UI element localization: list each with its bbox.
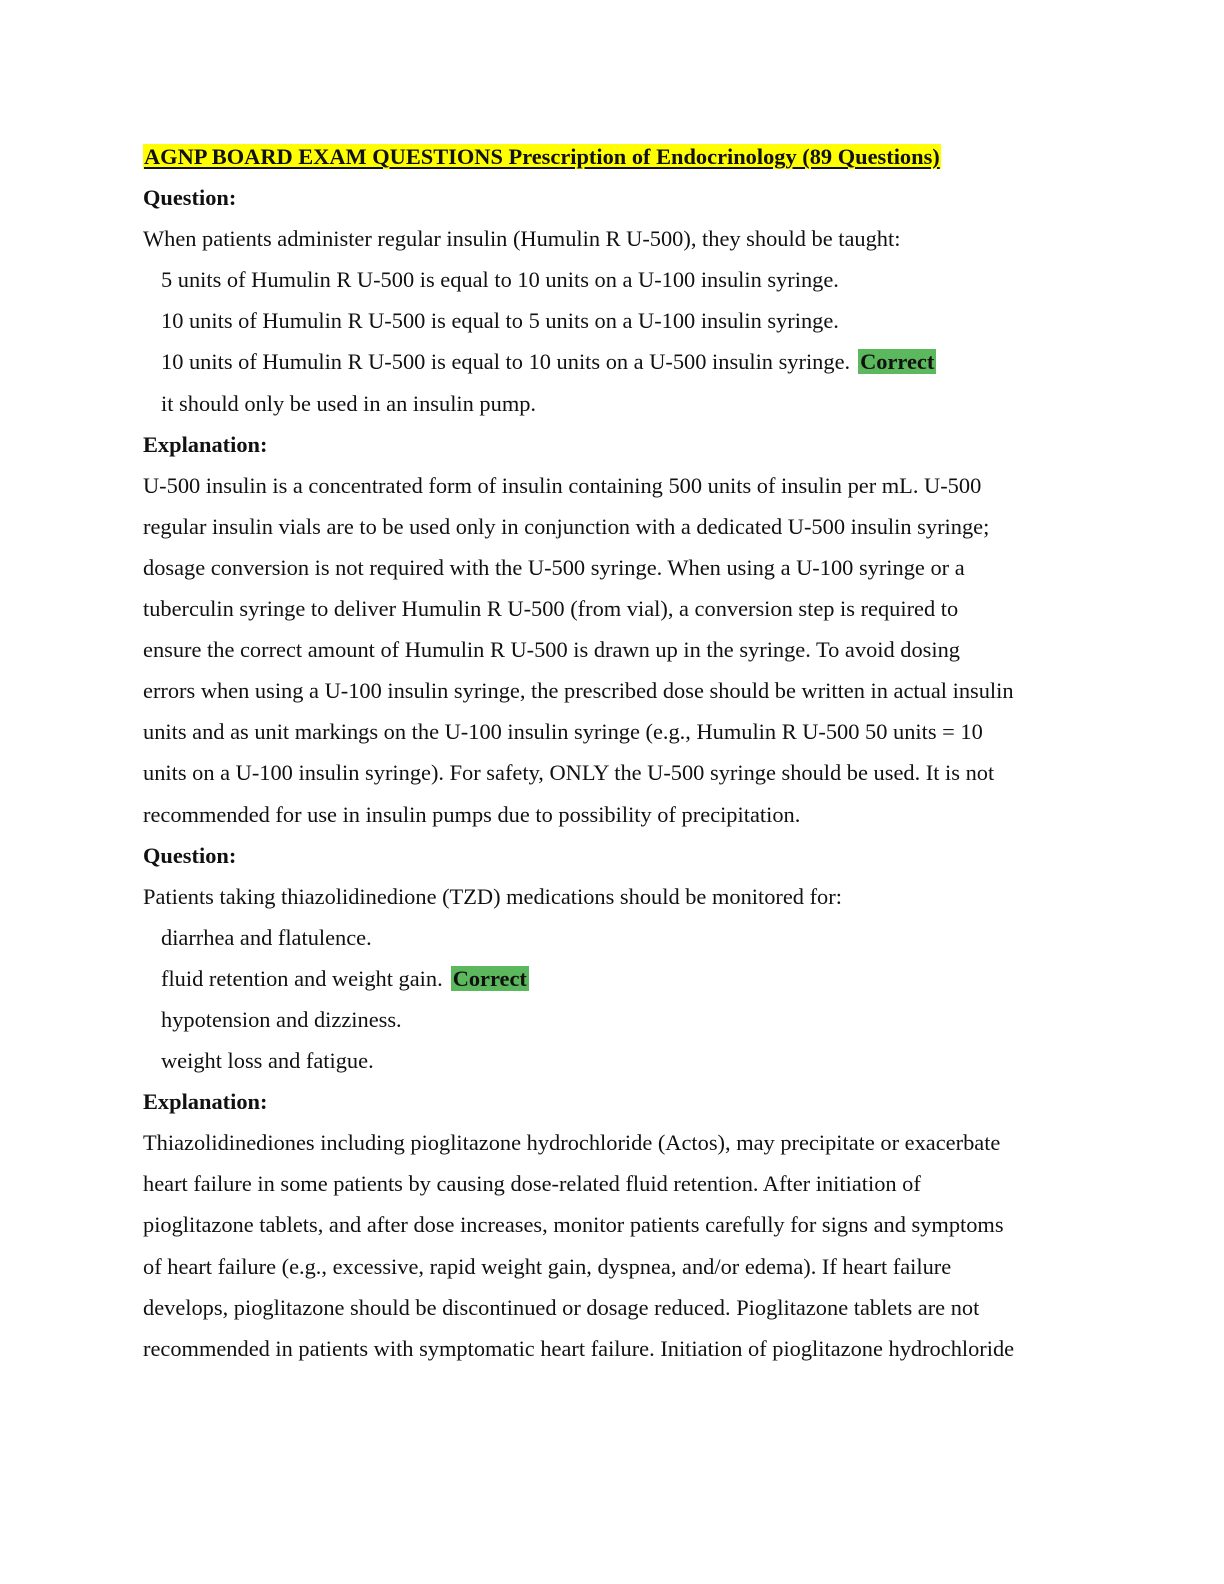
correct-badge: Correct xyxy=(860,349,935,375)
answer-option-1c xyxy=(143,341,1083,382)
explanation-line: units on a U-100 insulin syringe). For safety, ONLY the U-500 syringe should be used. It is not xyxy=(143,760,995,786)
answer-option-text: 10 units of Humulin R U-500 is equal to 10 units on a U-500 insulin syringe. xyxy=(161,349,851,375)
question-stem-1: When patients administer regular insulin (Humulin R U-500), they should be taught: xyxy=(143,226,901,252)
correct-badge: Correct xyxy=(452,965,527,991)
explanation-line: recommended for use in insulin pumps due to possibility of precipitation. xyxy=(143,801,801,827)
answer-option-1b xyxy=(143,300,1083,341)
answer-option-text: weight loss and fatigue. xyxy=(161,1048,374,1074)
explanation-label-1: Explanation: xyxy=(143,431,268,457)
explanation-line: U-500 insulin is a concentrated form of insulin containing 500 units of insulin per mL. U-500 xyxy=(143,472,982,498)
document-title-text: AGNP BOARD EXAM QUESTIONS Prescription of Endocrinology (89 Questions) xyxy=(144,144,940,169)
explanation-line: dosage conversion is not required with the U-500 syringe. When using a U-100 syringe or a xyxy=(143,554,965,580)
answer-option-text: 5 units of Humulin R U-500 is equal to 10 units on a U-100 insulin syringe. xyxy=(161,267,839,293)
answer-option-text: it should only be used in an insulin pump. xyxy=(161,390,537,416)
answer-option-text: diarrhea and flatulence. xyxy=(161,924,372,950)
answer-option-text: hypotension and dizziness. xyxy=(161,1006,402,1032)
explanation-line: regular insulin vials are to be used only in conjunction with a dedicated U-500 insulin syringe; xyxy=(143,513,990,539)
explanation-paragraph-1 xyxy=(143,465,1083,835)
explanation-line: pioglitazone tablets, and after dose increases, monitor patients carefully for signs and symptoms xyxy=(143,1212,1004,1238)
explanation-label-2: Explanation: xyxy=(143,1089,268,1115)
answer-option-text: fluid retention and weight gain. xyxy=(161,965,443,991)
answer-option-1a xyxy=(143,259,1083,300)
question-label-1: Question: xyxy=(143,185,237,211)
explanation-paragraph-2 xyxy=(143,1122,1083,1369)
explanation-line: units and as unit markings on the U-100 insulin syringe (e.g., Humulin R U-500 50 units = 10 xyxy=(143,719,983,745)
explanation-line: errors when using a U-100 insulin syringe, the prescribed dose should be written in actual insulin xyxy=(143,678,1014,704)
question-label-2: Question: xyxy=(143,842,237,868)
explanation-line: heart failure in some patients by causing dose-related fluid retention. After initiation of xyxy=(143,1171,921,1197)
answer-option-2b xyxy=(143,958,1083,999)
explanation-line: tuberculin syringe to deliver Humulin R U-500 (from vial), a conversion step is required to xyxy=(143,596,959,622)
explanation-line: recommended in patients with symptomatic heart failure. Initiation of pioglitazone hydrochloride xyxy=(143,1335,1015,1361)
answer-option-2d xyxy=(143,1040,1083,1081)
explanation-line: of heart failure (e.g., excessive, rapid weight gain, dyspnea, and/or edema). If heart failure xyxy=(143,1253,952,1279)
explanation-line: Thiazolidinediones including pioglitazone hydrochloride (Actos), may precipitate or exacerbate xyxy=(143,1130,1001,1156)
document-page xyxy=(143,136,1083,1369)
answer-option-text: 10 units of Humulin R U-500 is equal to 5 units on a U-100 insulin syringe. xyxy=(161,308,839,334)
document-title xyxy=(143,136,1083,177)
explanation-line: ensure the correct amount of Humulin R U-500 is drawn up in the syringe. To avoid dosing xyxy=(143,637,960,663)
answer-option-2a xyxy=(143,917,1083,958)
answer-option-1d xyxy=(143,383,1083,424)
question-stem-2: Patients taking thiazolidinedione (TZD) medications should be monitored for: xyxy=(143,883,842,909)
explanation-line: develops, pioglitazone should be discontinued or dosage reduced. Pioglitazone tablets are not xyxy=(143,1294,980,1320)
answer-option-2c xyxy=(143,999,1083,1040)
